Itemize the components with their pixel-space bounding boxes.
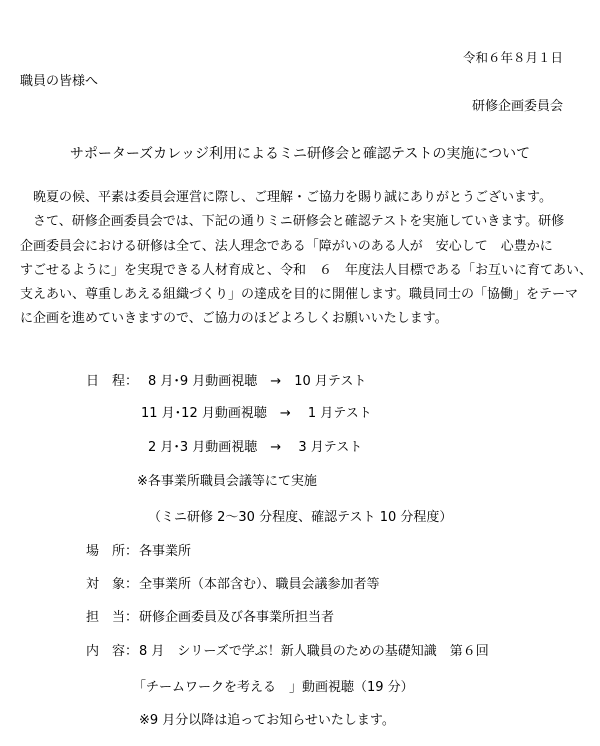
target-label: 対 象： xyxy=(86,577,139,592)
content-note: ※9 月分以降は追ってお知らせいたします。 xyxy=(139,713,395,728)
body-line: 晩夏の候、平素は委員会運営に際し、ご理解・ご協力を賜り誠にありがとうございます。 xyxy=(20,190,552,205)
staff-label: 担 当： xyxy=(86,610,139,625)
staff-value: 研修企画委員及び各事業所担当者 xyxy=(139,610,335,625)
issue-date: 令和６年８月１日 xyxy=(462,50,563,65)
body-line: に企画を進めていきますので、ご協力のほどよろしくお願いいたします。 xyxy=(20,311,448,327)
schedule-line: 8 月･9 月動画視聴 → 10 月テスト xyxy=(148,374,367,389)
content-label: 内 容： xyxy=(86,644,139,659)
body-line: さて、研修企画委員会では、下記の通りミニ研修会と確認テストを実施していきます。研修 xyxy=(20,214,565,230)
schedule-note-detail: （ミニ研修 2～30 分程度、確認テスト 10 分程度） xyxy=(148,510,453,525)
schedule-line: 2 月･3 月動画視聴 → 3 月テスト xyxy=(148,440,363,455)
target-value: 全事業所（本部含む）、職員会議参加者等 xyxy=(139,577,380,592)
body-paragraph xyxy=(20,186,593,332)
schedule-note: ※各事業所職員会議等にて実施 xyxy=(137,474,317,489)
document-title: サポーターズカレッジ利用によるミニ研修会と確認テストの実施について xyxy=(69,146,531,162)
recipient: 職員の皆様へ xyxy=(20,74,99,89)
body-line: すごせるように」を実現できる人材育成と、令和 ６ 年度法人目標である「お互いに育てあい、 xyxy=(20,262,593,278)
schedule-label: 日 程： xyxy=(86,374,139,389)
content-line: 「チームワークを考える 」動画視聴（19 分） xyxy=(133,680,414,695)
place-label: 場 所： xyxy=(86,544,139,559)
schedule-line: 11 月･12 月動画視聴 → 1 月テスト xyxy=(141,406,372,421)
body-line: 企画委員会における研修は全て、法人理念である「障がいのある人が 安心して 心豊かに xyxy=(20,238,553,254)
content-line: 8 月 シリーズで学ぶ！新人職員のための基礎知識 第６回 xyxy=(139,644,489,659)
sender: 研修企画委員会 xyxy=(471,99,563,114)
body-line: 支えあい、尊重しあえる組織づくり」の達成を目的に開催します。職員同士の「協働」をテーマ xyxy=(20,287,578,303)
place-value: 各事業所 xyxy=(139,544,192,559)
